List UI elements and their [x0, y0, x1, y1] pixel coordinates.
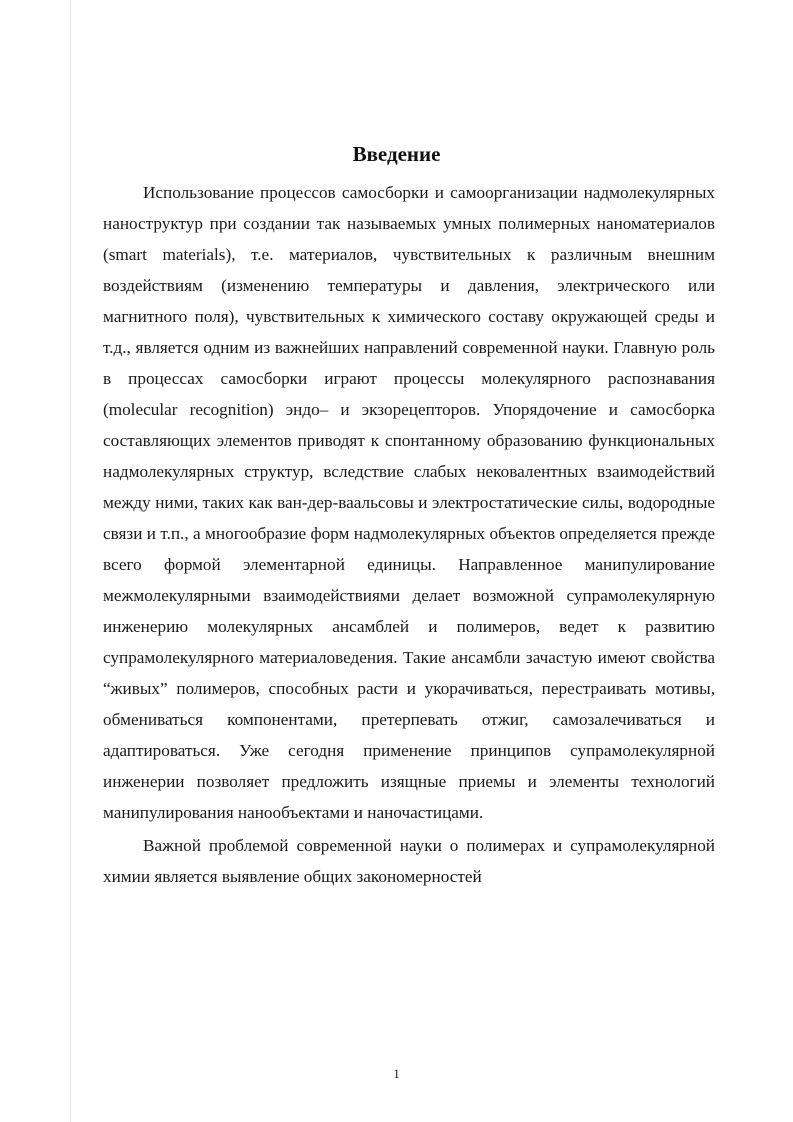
body-text [103, 177, 715, 892]
scan-edge-shadow [70, 0, 71, 1122]
page-number: 1 [393, 1066, 400, 1081]
paragraph-2: Важной проблемой современной науки о полимерах и супрамолекулярной химии является выявление общих закономерностей [103, 836, 715, 886]
page-title: Введение [352, 142, 441, 166]
paragraph-1: Использование процессов самосборки и самоорганизации надмолекулярных наноструктур при создании так называемых умных полимерных наноматериалов (smart materials), т.е. материалов, чувствительных к различным внешним воздействиям (изменению температуры и давления, электрического или магнитного поля), чувствительных к химического составу окружающей среды и т.д., является одним из важнейших направлений современной науки. Главную роль в процессах самосборки играют процессы молекулярного распознавания (molecular recognition) эндо– и экзорецепторов. Упорядочение и самосборка составляющих элементов приводят к спонтанному образованию функциональных надмолекулярных структур, вследствие слабых нековалентных взаимодействий между ними, таких как ван-дер-ваальсовы и электростатические силы, водородные связи и т.п., а многообразие форм надмолекулярных объектов определяется прежде всего формой элементарной единицы. Направленное манипулирование межмолекулярными взаимодействиями делает возможной супрамолекулярную инженерию молекулярных ансамблей и полимеров, ведет к развитию супрамолекулярного материаловедения. Такие ансамбли зачастую имеют свойства “живых” полимеров, способных расти и укорачиваться, перестраивать мотивы, обмениваться компонентами, претерпевать отжиг, самозалечиваться и адаптироваться. Уже сегодня применение принципов супрамолекулярной инженерии позволяет предложить изящные приемы и элементы технологий манипулирования нанообъектами и наночастицами. [103, 183, 715, 822]
